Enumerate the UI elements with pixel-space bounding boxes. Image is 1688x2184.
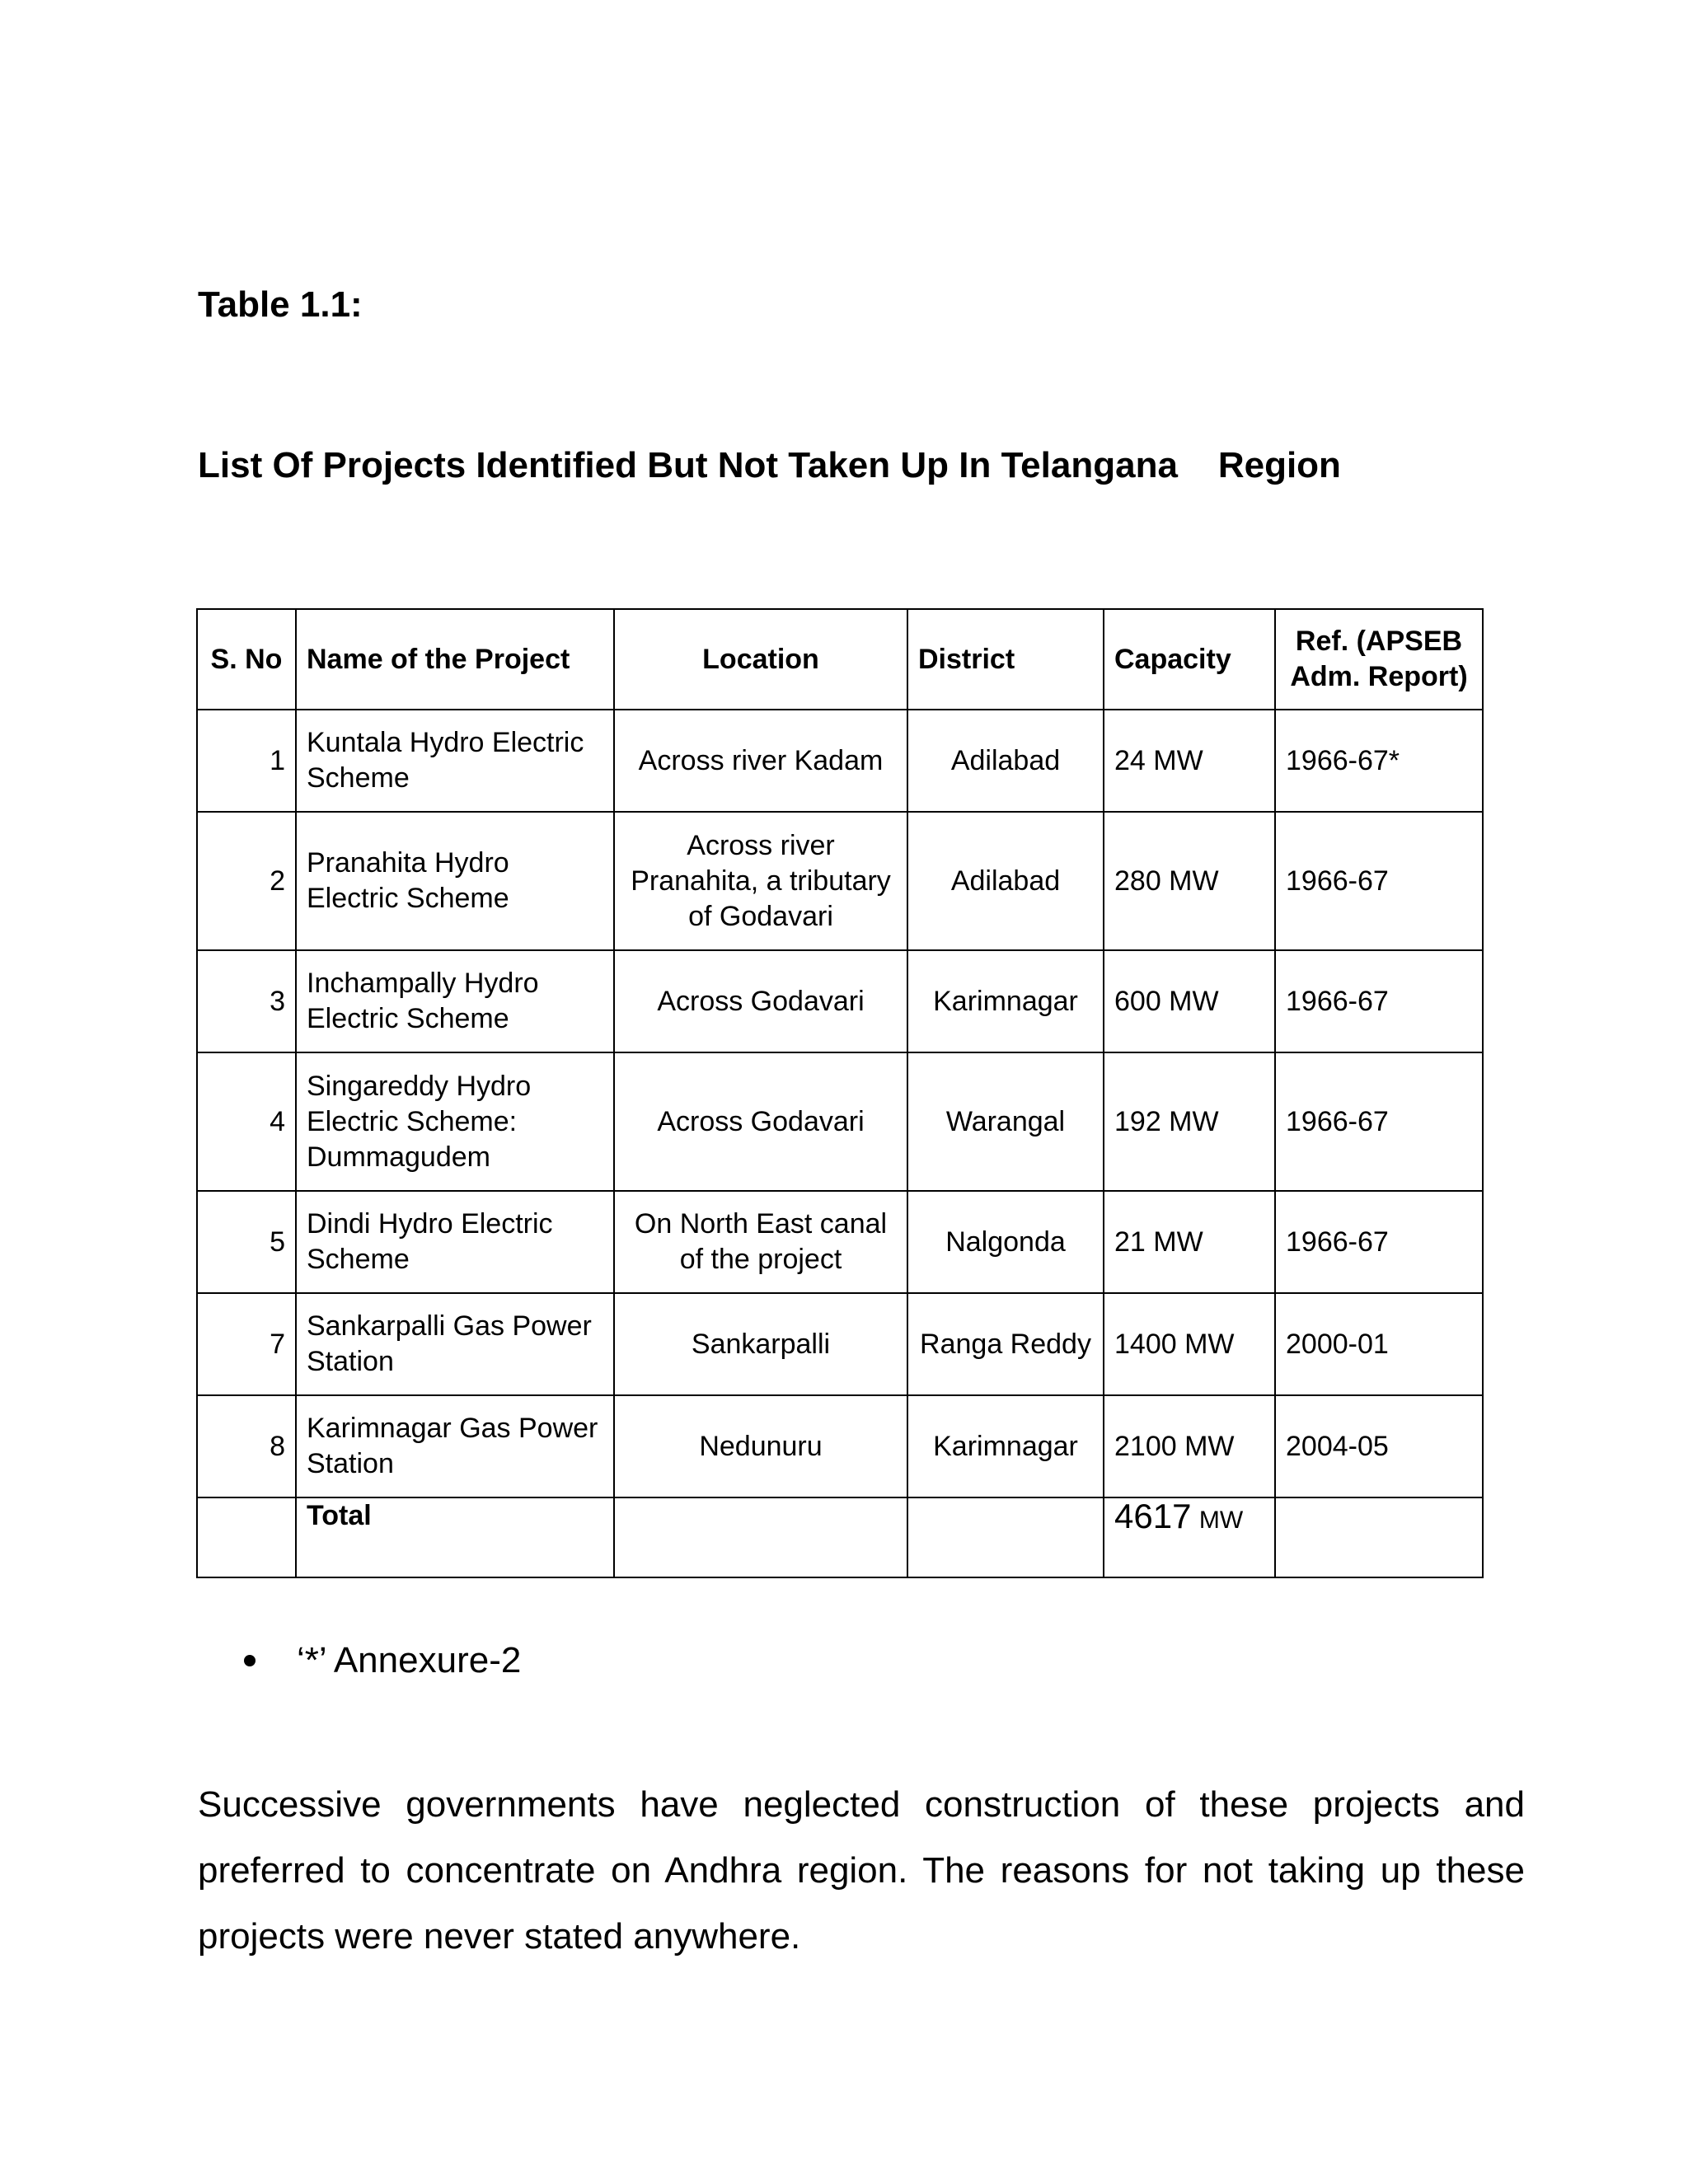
cell-sno: 2 bbox=[197, 812, 296, 950]
cell-ref: 1966-67 bbox=[1275, 1052, 1483, 1191]
table-row bbox=[197, 812, 1483, 950]
total-ref-cell bbox=[1275, 1497, 1483, 1577]
table-header-row bbox=[197, 609, 1483, 710]
header-district: District bbox=[907, 609, 1104, 710]
cell-sno: 4 bbox=[197, 1052, 296, 1191]
total-district-cell bbox=[907, 1497, 1104, 1577]
cell-sno: 3 bbox=[197, 950, 296, 1052]
cell-ref: 1966-67 bbox=[1275, 812, 1483, 950]
cell-name: Dindi Hydro Electric Scheme bbox=[296, 1191, 614, 1293]
cell-location: Across Godavari bbox=[614, 950, 907, 1052]
cell-district: Nalgonda bbox=[907, 1191, 1104, 1293]
cell-ref: 1966-67 bbox=[1275, 950, 1483, 1052]
total-sno-cell bbox=[197, 1497, 296, 1577]
cell-name: Karimnagar Gas Power Station bbox=[296, 1395, 614, 1497]
table-row bbox=[197, 1293, 1483, 1395]
table-row bbox=[197, 1191, 1483, 1293]
cell-district: Ranga Reddy bbox=[907, 1293, 1104, 1395]
cell-capacity: 280 MW bbox=[1104, 812, 1275, 950]
annexure-note-text: ‘*’ Annexure-2 bbox=[297, 1640, 522, 1680]
total-label: Total bbox=[296, 1497, 614, 1577]
annexure-note bbox=[244, 1640, 521, 1681]
cell-location: On North East canal of the project bbox=[614, 1191, 907, 1293]
table-row bbox=[197, 710, 1483, 812]
header-ref: Ref. (APSEB Adm. Report) bbox=[1275, 609, 1483, 710]
cell-name: Sankarpalli Gas Power Station bbox=[296, 1293, 614, 1395]
total-capacity-unit: MW bbox=[1198, 1507, 1244, 1534]
cell-sno: 5 bbox=[197, 1191, 296, 1293]
table-row bbox=[197, 1395, 1483, 1497]
cell-location: Across Godavari bbox=[614, 1052, 907, 1191]
projects-table bbox=[196, 608, 1484, 1578]
cell-name: Inchampally Hydro Electric Scheme bbox=[296, 950, 614, 1052]
table-row bbox=[197, 1052, 1483, 1191]
cell-name: Singareddy Hydro Electric Scheme: Dummagudem bbox=[296, 1052, 614, 1191]
table-row bbox=[197, 950, 1483, 1052]
cell-ref: 1966-67 bbox=[1275, 1191, 1483, 1293]
total-capacity-cell bbox=[1104, 1497, 1275, 1577]
cell-name: Pranahita Hydro Electric Scheme bbox=[296, 812, 614, 950]
cell-district: Adilabad bbox=[907, 710, 1104, 812]
cell-district: Adilabad bbox=[907, 812, 1104, 950]
cell-district: Karimnagar bbox=[907, 950, 1104, 1052]
cell-ref: 2004-05 bbox=[1275, 1395, 1483, 1497]
cell-name: Kuntala Hydro Electric Scheme bbox=[296, 710, 614, 812]
cell-capacity: 24 MW bbox=[1104, 710, 1275, 812]
cell-ref: 2000-01 bbox=[1275, 1293, 1483, 1395]
cell-capacity: 1400 MW bbox=[1104, 1293, 1275, 1395]
cell-ref: 1966-67* bbox=[1275, 710, 1483, 812]
cell-capacity: 21 MW bbox=[1104, 1191, 1275, 1293]
header-sno: S. No bbox=[197, 609, 296, 710]
cell-district: Warangal bbox=[907, 1052, 1104, 1191]
cell-sno: 8 bbox=[197, 1395, 296, 1497]
cell-location: Sankarpalli bbox=[614, 1293, 907, 1395]
cell-capacity: 192 MW bbox=[1104, 1052, 1275, 1191]
body-paragraph: Successive governments have neglected construction of these projects and preferred to concentrate on Andhra region. The reasons for not taking up these projects were never stated anywhere. bbox=[198, 1784, 1525, 1957]
cell-sno: 7 bbox=[197, 1293, 296, 1395]
header-name: Name of the Project bbox=[296, 609, 614, 710]
header-location: Location bbox=[614, 609, 907, 710]
total-capacity-value: 4617 bbox=[1114, 1497, 1192, 1535]
header-capacity: Capacity bbox=[1104, 609, 1275, 710]
table-label: Table 1.1: bbox=[198, 284, 363, 325]
cell-sno: 1 bbox=[197, 710, 296, 812]
cell-location: Across river Pranahita, a tributary of Godavari bbox=[614, 812, 907, 950]
table-heading: List Of Projects Identified But Not Taken Up In Telangana Region bbox=[198, 445, 1341, 485]
cell-capacity: 2100 MW bbox=[1104, 1395, 1275, 1497]
total-row bbox=[197, 1497, 1483, 1577]
cell-location: Across river Kadam bbox=[614, 710, 907, 812]
total-location-cell bbox=[614, 1497, 907, 1577]
bullet-icon bbox=[244, 1655, 256, 1666]
cell-location: Nedunuru bbox=[614, 1395, 907, 1497]
cell-district: Karimnagar bbox=[907, 1395, 1104, 1497]
cell-capacity: 600 MW bbox=[1104, 950, 1275, 1052]
